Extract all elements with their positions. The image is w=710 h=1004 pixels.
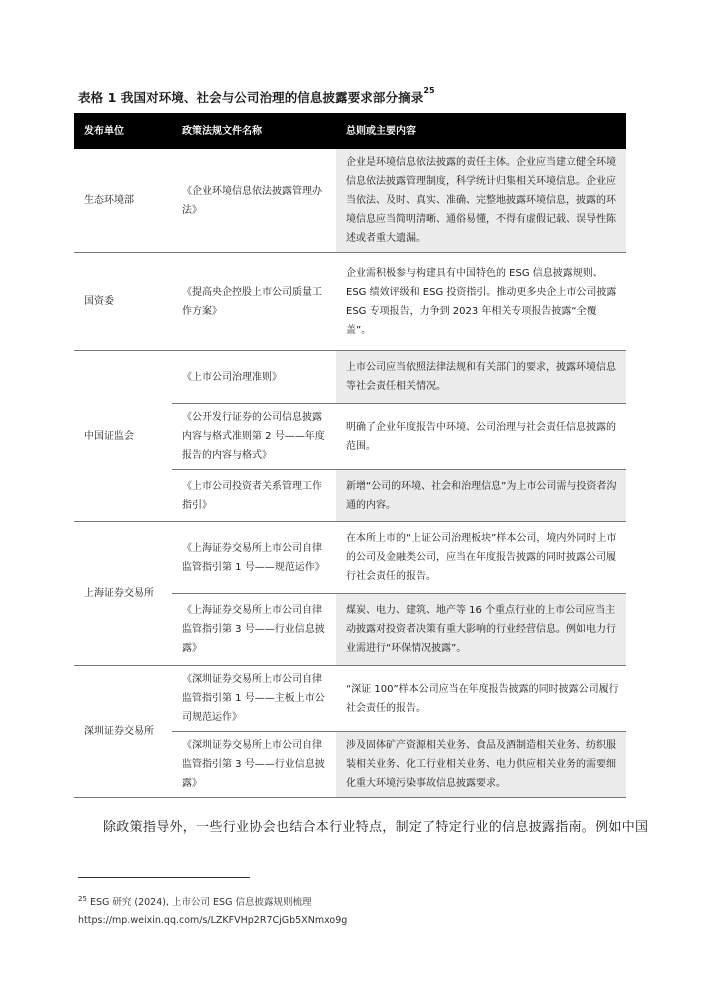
footnote-number: 25 [78,895,87,903]
table-row [74,666,626,732]
table-row [74,351,626,404]
table-row [74,253,626,351]
content-cell: 上市公司应当依照法律法规和有关部门的要求，披露环境信息等社会责任相关情况。 [336,351,626,404]
footnote-url[interactable]: https://mp.weixin.qq.com/s/LZKFVHp2R7CjGb5XNmxo9g [78,915,348,927]
table-caption [78,88,435,106]
content-cell: 煤炭、电力、建筑、地产等 16 个重点行业的上市公司应当主动披露对投资者决策有重大影响的行业经营信息。例如电力行业需进行“环保情况披露”。 [336,594,626,666]
unit-cell: 深圳证券交易所 [74,666,172,798]
policy-cell: 《上市公司投资者关系管理工作指引》 [172,470,336,522]
header-content: 总则或主要内容 [336,113,626,149]
header-unit: 发布单位 [74,113,172,149]
unit-cell: 国资委 [74,253,172,351]
footnote-source: ESG 研究 (2024), 上市公司 ESG 信息披露规则梳理 [89,897,312,909]
policy-cell: 《上海证券交易所上市公司自律监管指引第 3 号——行业信息披露》 [172,594,336,666]
policy-cell: 《上海证券交易所上市公司自律监管指引第 1 号——规范运作》 [172,522,336,594]
content-cell: 涉及固体矿产资源相关业务、食品及酒制造相关业务、纺织服装相关业务、化工行业相关业务、电力供应相关业务的需要细化重大环境污染事故信息披露要求。 [336,732,626,798]
policy-cell: 《公开发行证券的公司信息披露内容与格式准则第 2 号——年度报告的内容与格式》 [172,404,336,470]
body-paragraph: 除政策指导外，一些行业协会也结合本行业特点，制定了特定行业的信息披露指南。例如中国 [103,820,649,835]
content-cell: 在本所上市的“上证公司治理板块”样本公司，境内外同时上市的公司及金融类公司，应当在年度报告披露的同时披露公司履行社会责任的报告。 [336,522,626,594]
table-row [74,149,626,253]
disclosure-requirements-table [74,113,626,798]
caption-title: 表格 1 我国对环境、社会与公司治理的信息披露要求部分摘录 [78,90,424,105]
table-row [74,522,626,594]
unit-cell: 上海证券交易所 [74,522,172,666]
content-cell: 新增“公司的环境、社会和治理信息”为上市公司需与投资者沟通的内容。 [336,470,626,522]
footnote [78,890,347,930]
footnote-line-1 [78,890,347,912]
header-policy: 政策法规文件名称 [172,113,336,149]
unit-cell: 中国证监会 [74,351,172,522]
caption-footnote-ref[interactable]: 25 [423,86,435,95]
policy-cell: 《深圳证券交易所上市公司自律监管指引第 1 号——主板上市公司规范运作》 [172,666,336,732]
content-cell: 企业是环境信息依法披露的责任主体。企业应当建立健全环境信息依法披露管理制度，科学统计归集相关环境信息。企业应当依法、及时、真实、准确、完整地披露环境信息，披露的环境信息应当简明清晰、通俗易懂，不得有虚假记载、误导性陈述或者重大遗漏。 [336,149,626,253]
table-header-row [74,113,626,149]
content-cell: 企业需积极参与构建具有中国特色的 ESG 信息披露规则、ESG 绩效评级和 ESG 投资指引。推动更多央企上市公司披露 ESG 专项报告，力争到 2023 年相关专项报告披露“全覆盖”。 [336,253,626,351]
footnote-divider [78,877,250,878]
unit-cell: 生态环境部 [74,149,172,253]
policy-cell: 《深圳证券交易所上市公司自律监管指引第 3 号——行业信息披露》 [172,732,336,798]
content-cell: “深证 100”样本公司应当在年度报告披露的同时披露公司履行社会责任的报告。 [336,666,626,732]
content-cell: 明确了企业年度报告中环境、公司治理与社会责任信息披露的范围。 [336,404,626,470]
policy-cell: 《上市公司治理准则》 [172,351,336,404]
policy-cell: 《企业环境信息依法披露管理办法》 [172,149,336,253]
policy-cell: 《提高央企控股上市公司质量工作方案》 [172,253,336,351]
